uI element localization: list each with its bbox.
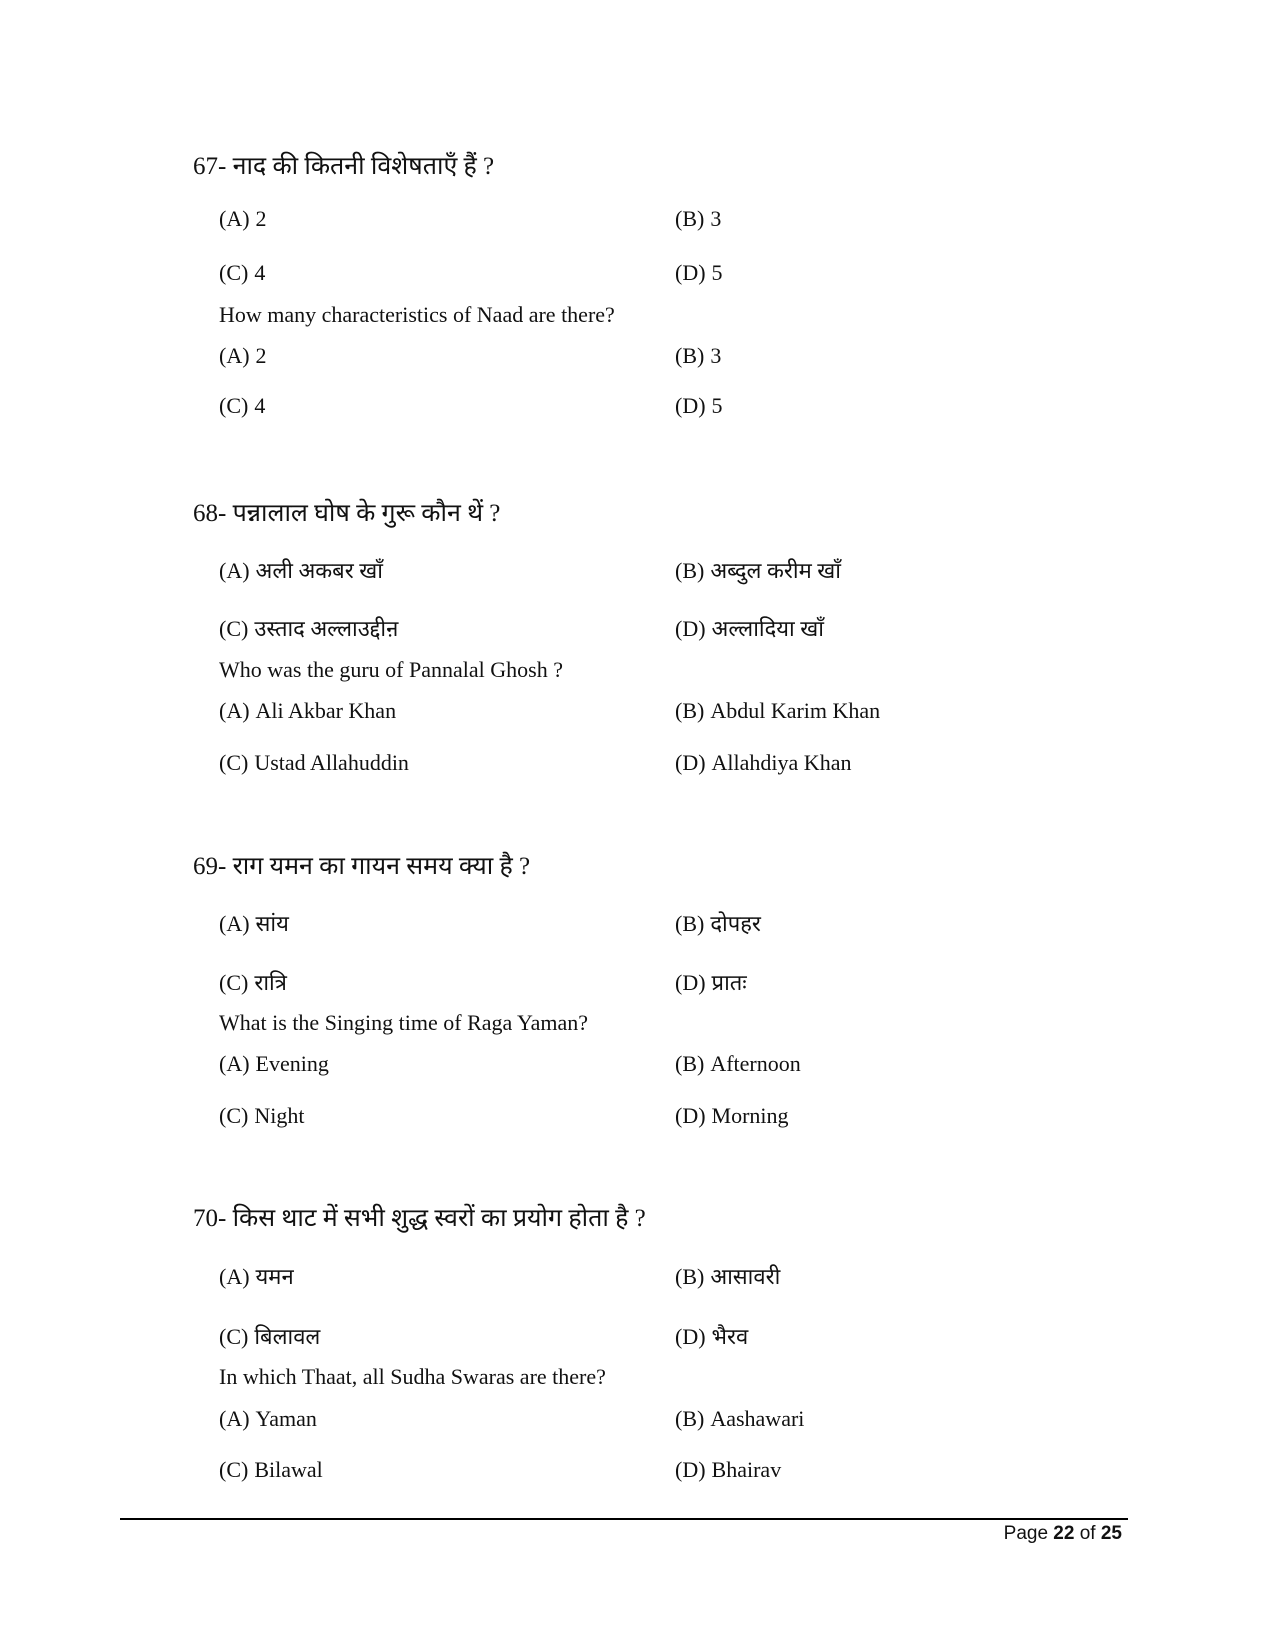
hindi-option-d: (D) प्रातः [675, 970, 747, 995]
english-option-b: (B) 3 [675, 343, 722, 368]
english-question: Who was the guru of Pannalal Ghosh ? [219, 657, 563, 682]
hindi-option-b: (B) अब्दुल करीम खाँ [675, 558, 841, 583]
hindi-option-c: (C) रात्रि [219, 970, 287, 995]
english-question: How many characteristics of Naad are there? [219, 302, 615, 327]
english-option-d: (D) Allahdiya Khan [675, 750, 852, 775]
hindi-option-a: (A) अली अकबर खाँ [219, 558, 383, 583]
english-option-c: (C) Ustad Allahuddin [219, 750, 409, 775]
english-option-d: (D) Morning [675, 1103, 789, 1128]
english-option-a: (A) Yaman [219, 1406, 317, 1431]
hindi-option-b: (B) 3 [675, 206, 722, 231]
english-option-a: (A) 2 [219, 343, 267, 368]
hindi-option-a: (A) सांय [219, 911, 289, 936]
english-option-d: (D) Bhairav [675, 1457, 782, 1482]
hindi-option-d: (D) 5 [675, 260, 723, 285]
english-option-c: (C) 4 [219, 393, 266, 418]
english-option-d: (D) 5 [675, 393, 723, 418]
english-option-c: (C) Bilawal [219, 1457, 323, 1482]
english-question: In which Thaat, all Sudha Swaras are there? [219, 1364, 606, 1389]
english-option-c: (C) Night [219, 1103, 305, 1128]
hindi-option-d: (D) भैरव [675, 1324, 749, 1349]
hindi-option-b: (B) दोपहर [675, 911, 761, 936]
hindi-option-a: (A) 2 [219, 206, 267, 231]
footer-divider [120, 1518, 1128, 1520]
hindi-question: 67- नाद की कितनी विशेषताएँ हैं ? [193, 153, 495, 180]
english-question: What is the Singing time of Raga Yaman? [219, 1010, 589, 1035]
english-option-b: (B) Aashawari [675, 1406, 805, 1431]
hindi-option-c: (C) बिलावल [219, 1324, 321, 1349]
page-number: Page 22 of 25 [1003, 1523, 1122, 1544]
hindi-option-c: (C) 4 [219, 260, 266, 285]
hindi-option-b: (B) आसावरी [675, 1264, 781, 1289]
hindi-option-d: (D) अल्लादिया खाँ [675, 616, 824, 641]
hindi-option-c: (C) उस्ताद अल्लाउद्दीऩ [219, 616, 399, 641]
english-option-a: (A) Evening [219, 1051, 329, 1076]
english-option-a: (A) Ali Akbar Khan [219, 698, 397, 723]
hindi-question: 68- पन्नालाल घोष के गुरू कौन थें ? [193, 500, 501, 527]
hindi-question: 69- राग यमन का गायन समय क्या है ? [193, 853, 531, 880]
hindi-question: 70- किस थाट में सभी शुद्ध स्वरों का प्रयोग होता है ? [193, 1205, 646, 1232]
hindi-option-a: (A) यमन [219, 1264, 294, 1289]
english-option-b: (B) Abdul Karim Khan [675, 698, 881, 723]
english-option-b: (B) Afternoon [675, 1051, 801, 1076]
